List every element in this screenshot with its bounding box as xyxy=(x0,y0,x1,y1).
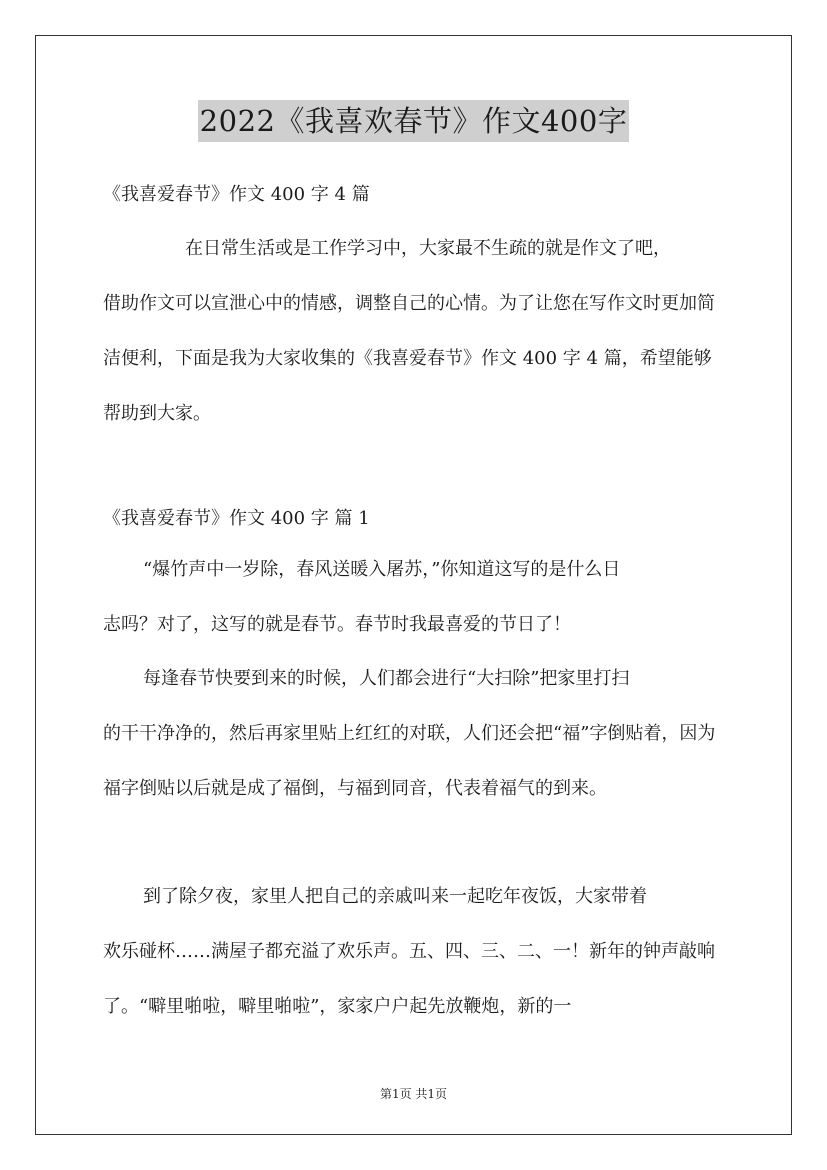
body-paragraph-3 xyxy=(103,869,727,1034)
body-paragraph-2 xyxy=(103,651,727,816)
intro-paragraph xyxy=(103,221,727,441)
title-container xyxy=(0,100,827,142)
page-footer: 第1页 共1页 xyxy=(379,1087,448,1101)
paragraph-rest: 志吗？对了，这写的就是春节。春节时我最喜爱的节日了！ xyxy=(103,614,571,635)
paragraph-first-line: “爆竹声中一岁除，春风送暖入屠苏，”你知道这写的是什么日 xyxy=(143,559,621,580)
section-heading: 《我喜爱春节》作文 400 字 篇 1 xyxy=(103,508,370,529)
document-subtitle: 《我喜爱春节》作文 400 字 4 篇 xyxy=(103,184,370,205)
paragraph-first-line: 每逢春节快要到来的时候，人们都会进行“大扫除”把家里打扫 xyxy=(143,668,630,689)
paragraph-rest: 的干干净净的，然后再家里贴上红红的对联，人们还会把“福”字倒贴着，因为福字倒贴以后就是成了福倒，与福到同音，代表着福气的到来。 xyxy=(103,723,716,799)
paragraph-first-line: 到了除夕夜，家里人把自己的亲戚叫来一起吃年夜饭，大家带着 xyxy=(143,886,647,907)
intro-first-line: 在日常生活或是工作学习中，大家最不生疏的就是作文了吧， xyxy=(185,238,671,259)
paragraph-rest: 欢乐碰杯……满屋子都充溢了欢乐声。五、四、三、二、一！新年的钟声敲响了。“噼里啪啦，噼里啪啦”，家家户户起先放鞭炮，新的一 xyxy=(103,941,715,1017)
document-title: 2022《我喜欢春节》作文400字 xyxy=(198,100,630,142)
intro-rest: 借助作文可以宣泄心中的情感，调整自己的心情。为了让您在写作文时更加简洁便利，下面是我为大家收集的《我喜爱春节》作文 400 字 4 篇，希望能够帮助到大家。 xyxy=(103,293,715,424)
body-paragraph-1 xyxy=(103,542,727,652)
